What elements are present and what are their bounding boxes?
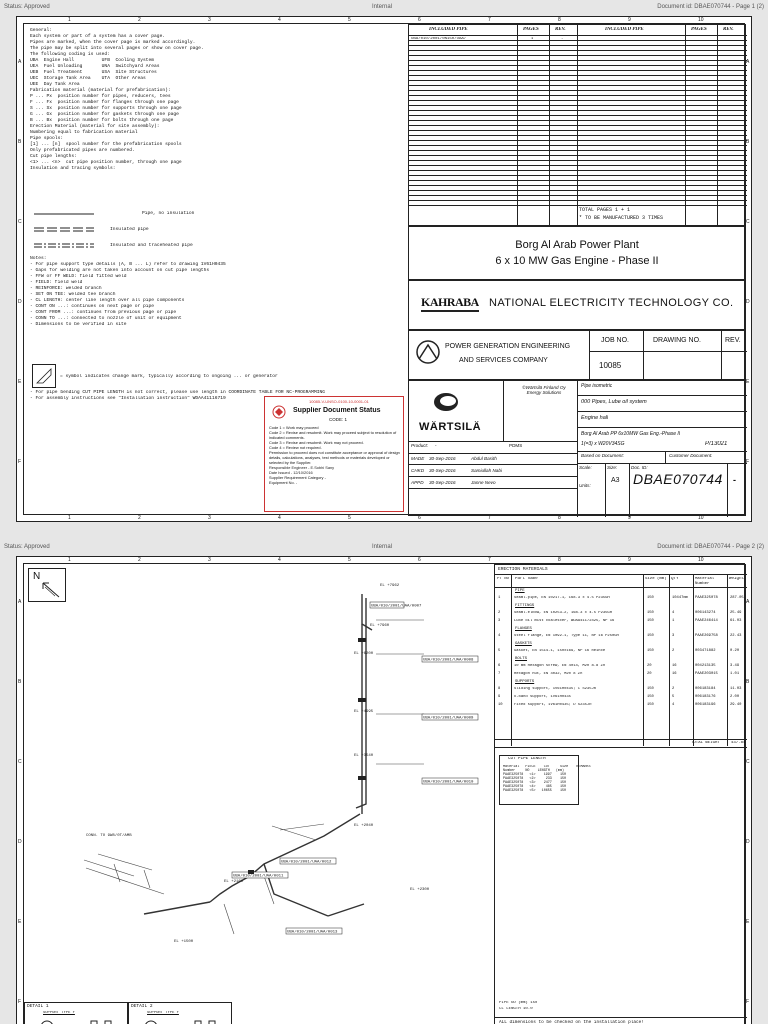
classification-label: Internal <box>372 4 393 10</box>
dimension-lines <box>84 620 424 934</box>
stamp-line: Code 3 = Revise and resubmit. Work may not proceed. <box>269 440 364 445</box>
material-size: 20 <box>647 664 652 668</box>
material-weight: 29.40 <box>730 703 742 707</box>
note-line: Each system or part of a system has a cover page. <box>30 34 166 39</box>
note-line: <1> ... <n> cut pipe position number, through one page <box>30 160 182 165</box>
drawing-frame <box>23 23 745 515</box>
material-matno: PAAE325078 <box>695 596 718 600</box>
project-short: Borg Al Arab PP 6x10MW Gas Eng.-Phase II <box>581 431 681 437</box>
material-pt: 3 <box>498 619 501 623</box>
approval-name: Samiullah Nabi <box>471 468 502 473</box>
table-rule <box>409 40 747 41</box>
note-line: - FFW or FF WELD: field fitted weld <box>30 274 127 279</box>
table-rule <box>409 180 747 181</box>
table-rule <box>409 85 747 86</box>
doc-id: DBAE070744 <box>633 471 723 487</box>
note-line: - For pipe support type details (A, B ... L) refer to drawing 1V61H0435 <box>30 262 226 267</box>
material-pt: 8 <box>498 687 501 691</box>
total-weight-label: TOTAL WEIGHT <box>691 741 720 745</box>
stamp-line: Code 4 = Review not required. <box>269 445 322 450</box>
legend-line-symbols <box>30 208 100 252</box>
material-matno: PAAE246414 <box>695 619 718 623</box>
col-weight: Weight <box>729 577 745 581</box>
table-rule <box>409 145 747 146</box>
material-size: 150 <box>647 619 654 623</box>
material-size: 150 <box>647 596 654 600</box>
document-ref: Document id: DBAE070744 - Page 2 (2) <box>657 544 764 550</box>
table-rule <box>409 130 747 131</box>
elevation-label: EL +7960 <box>370 624 390 628</box>
contractor-logo-icon <box>413 337 443 367</box>
stamp-line: Date Issued - 12/10/2016 <box>269 470 313 475</box>
table-rule <box>409 95 747 96</box>
note-line: UEB Fuel Treatment USA Site Structures <box>30 70 157 75</box>
material-matno: 006183196 <box>695 703 716 707</box>
project-title: Borg Al Arab Power Plant <box>515 239 639 251</box>
col-part-name: Part name <box>515 577 538 581</box>
table-rule <box>409 170 747 171</box>
material-matno: PAAE203015 <box>695 672 718 676</box>
detail-1-support: SUPPORT TYPE F <box>43 1011 75 1015</box>
total-pages: TOTAL PAGES 1 + 1 <box>579 207 631 213</box>
note-line: - Dimensions to be verified in site <box>30 322 127 327</box>
notes-list <box>30 256 400 328</box>
pipe-run <box>144 594 372 916</box>
elevation-label: EL +2040 <box>354 824 374 828</box>
table-rule <box>409 175 747 176</box>
material-qty: 2 <box>672 649 675 653</box>
note-line: - Gaps for welding are not taken into account on cut pipe lengths <box>30 268 210 273</box>
note-line: B ... Bx position number for bolts through one page <box>30 118 174 123</box>
material-qty: 5 <box>672 695 675 699</box>
table-rule <box>409 65 747 66</box>
note-line: UBA Engine Hall UFB Cooling System <box>30 58 155 63</box>
stamp-line: Supplier Requirement Category - <box>269 475 326 480</box>
row-ruler-right: A B C D E F <box>746 59 750 465</box>
scale-label: Scale: <box>579 465 592 470</box>
detail-2-figure <box>129 1015 229 1024</box>
stamp-line: Responsible Engineer - E.Sobhi Sany <box>269 465 335 470</box>
cut-row: PAAE325078 <2> 233 150 <box>503 777 567 781</box>
note-line: Erection Material (material for site assembly): <box>30 124 160 129</box>
included-pipe-table <box>408 24 746 226</box>
table-rule <box>409 90 747 91</box>
legend-no-insulation: Pipe, no insulation <box>142 211 195 216</box>
col-qty: QTY <box>671 577 679 581</box>
material-pt: 6 <box>498 664 501 668</box>
table-rule <box>409 105 747 106</box>
col-pt-no: PT NO <box>497 577 510 581</box>
pipe-tag: UBA/010/2001/UAA/0012 <box>281 860 332 865</box>
included-rev-value: - <box>561 37 564 41</box>
material-desc: Sliding support, 1V61H0435; C S235JR <box>514 687 597 691</box>
material-desc: 10 mm Hexagon screw, EN 4014, M20 8.8 Zn <box>514 664 606 668</box>
elevation-label: EL +4995 <box>354 710 374 714</box>
stamp-ref: 10085-V-UNSO-0100-10-0001-01 <box>309 399 369 404</box>
product-label: Product: <box>411 443 429 448</box>
material-size: 150 <box>647 695 654 699</box>
material-weight: 3.49 <box>730 664 740 668</box>
support-markers <box>248 638 366 874</box>
change-mark-symbol <box>32 364 56 388</box>
col-included-pipe-2: INCLUDED PIPE <box>605 27 644 32</box>
drawing-frame <box>23 563 745 1024</box>
cut-row: PAAE325078 <1> 1997 150 <box>503 773 567 777</box>
note-line: Notes: <box>30 256 47 261</box>
pipe-tag: UBA/010/2001/UAA/0009 <box>423 716 474 721</box>
material-qty: 10447mm <box>672 596 688 600</box>
table-rule <box>409 125 747 126</box>
cut-pipe-header: Material PIECE CUT Size REMARKS Number NO LENGTH (mm) <box>503 765 591 773</box>
included-pipe-value: UBA/010/2001/0N150/UAA/ <box>411 37 467 41</box>
system-name: 000 Pipes, Lube oil system <box>581 399 647 405</box>
material-size: 20 <box>647 672 652 676</box>
note-line: Pipes are marked, when the cover page is marked accordingly. <box>30 40 196 45</box>
note-line: UEE Day Tank Area <box>30 82 80 87</box>
note-line: P ... Px position number for pipes, reducers, tees <box>30 94 171 99</box>
stamp-line: Equipment No. - <box>269 480 298 485</box>
table-rule <box>409 70 747 71</box>
approval-date: 30-Sep-2016 <box>429 468 456 473</box>
table-rule <box>409 60 747 61</box>
table-rule <box>409 100 747 101</box>
stamp-line: Permission to proceed does not constitute acceptance or approval of design details, calculations, analyses, test methods or materials developed or selected by the Supplier. <box>269 450 400 465</box>
drawing-type: Pipe isometric <box>581 383 613 389</box>
material-size: 150 <box>647 649 654 653</box>
table-rule <box>409 165 747 166</box>
erection-materials-panel <box>494 564 746 1024</box>
note-line: Only prefabricated pipes are numbered. <box>30 148 135 153</box>
table-rule <box>409 35 747 36</box>
note-line: UEA Fuel Unloading UNA Switchyard Areas <box>30 64 160 69</box>
units-label: Units: <box>579 483 591 488</box>
approval-role: CHKD <box>411 468 425 473</box>
column-ruler-top: 1 2 3 4 5 6 7 8 9 10 <box>68 557 704 563</box>
detail-2-support: SUPPORT TYPE F <box>147 1011 179 1015</box>
material-pt: 5 <box>498 649 501 653</box>
isometric-drawing <box>24 564 494 1024</box>
document-ref: Document id: DBAE070744 - Page 1 (2) <box>657 4 764 10</box>
material-desc: Seaml.elbow, EN 10253-2, 168.3 x 4.5 P235GH <box>514 611 612 615</box>
col-rev-2: REV. <box>723 27 734 32</box>
approval-date: 30-Sep-2016 <box>429 456 456 461</box>
check-note: ALL dimensions to be checked on the installation place! <box>499 1020 644 1024</box>
detail-1-label: DETAIL 1 <box>27 1004 49 1009</box>
material-matno: PAAE269758 <box>695 634 718 638</box>
material-weight: 25.49 <box>730 611 742 615</box>
insulation-legend <box>30 208 400 252</box>
cut-row: PAAE325078 <3> 2477 150 <box>503 781 567 785</box>
col-pages: PAGES <box>523 27 539 32</box>
rev-label: REV. <box>725 337 741 344</box>
project-number: P/13021 <box>705 441 728 447</box>
note-line: UEC Storage Tank Area UTA Other Areas <box>30 76 146 81</box>
drawing-no-label: DRAWING NO. <box>653 337 701 344</box>
cut-row: PAAE325078 <5> 10655 150 <box>503 789 567 793</box>
column-ruler-top: 1 2 3 4 5 6 7 8 9 10 <box>68 17 704 23</box>
material-desc: Gasket, EN 1514-1, 150x169, NP 16 Reince <box>514 649 606 653</box>
elevation-label: EL +2300 <box>410 888 430 892</box>
copyright-note: ©Wärtsilä Finland Oy Energy Solutions <box>522 385 566 395</box>
table-rule <box>409 115 747 116</box>
page1-status-bar <box>0 0 768 16</box>
table-rule <box>409 80 747 81</box>
stamp-codes <box>269 425 401 485</box>
erection-materials-title: ERECTION MATERIALS <box>498 567 548 572</box>
material-qty: 1 <box>672 619 675 623</box>
client-name: NATIONAL ELECTRICITY TECHNOLOGY CO. <box>489 297 734 309</box>
material-qty: 3 <box>672 634 675 638</box>
approval-row <box>409 453 577 465</box>
note-line: - FIELD: field weld <box>30 280 83 285</box>
drawing-sheet-page-1 <box>16 16 752 522</box>
note-line: Pipe spools: <box>30 136 64 141</box>
table-rule <box>409 155 747 156</box>
material-desc: Steel flange, EN 1092-1, Type 11, NP 16 P250GH <box>514 634 619 638</box>
area-name: Engine hall <box>581 415 609 421</box>
doc-id-label: Doc. ID: <box>631 465 648 470</box>
table-rule <box>409 200 747 201</box>
note-line: The pipe may be split into several pages or show on cover page. <box>30 46 204 51</box>
material-pt: 2 <box>498 611 501 615</box>
table-rule <box>409 150 747 151</box>
note-line: - CONN TO ...: connected to nozzle of unit or equipment <box>30 316 182 321</box>
job-no-label: JOB NO. <box>601 337 630 344</box>
stamp-title: Supplier Document Status <box>293 407 381 414</box>
connection-note: CONN. TO 9W8/0T/AMB <box>86 834 132 838</box>
note-line: General: <box>30 28 53 33</box>
material-weight: 61.03 <box>730 619 742 623</box>
material-size: 150 <box>647 611 654 615</box>
approval-date: 30-Sep-2016 <box>429 480 456 485</box>
footer-note-1: - For pipe bending CUT PIPE LENGTH is not correct, please use length in COORDINATE TABLE FOR NC-PROGRAMMING <box>30 390 325 395</box>
pipe-tag: UBA/010/2001/UAA/0010 <box>423 780 474 785</box>
table-rule <box>409 55 747 56</box>
column-ruler-bottom: 1 2 3 4 5 6 7 8 9 10 <box>68 515 704 521</box>
note-line: Fabrication material (material for prefabrication): <box>30 88 171 93</box>
doc-rev: - <box>733 475 736 485</box>
material-weight: 11.03 <box>730 687 742 691</box>
material-size: 150 <box>647 687 654 691</box>
table-rule <box>409 45 747 46</box>
material-group: BOLTS <box>515 657 528 661</box>
material-desc: U-band support, 1V61H0435 <box>514 695 571 699</box>
customer-document-label: Customer Document: <box>669 453 713 458</box>
note-line: [1] ... [n] spool number for the prefabrication spools <box>30 142 182 147</box>
project-subtitle: 6 x 10 MW Gas Engine - Phase II <box>495 255 659 267</box>
client-block <box>408 280 746 330</box>
footer-note-2: - For assembly instructions see "Installation instruction" WDAA41116719 <box>30 396 226 401</box>
approval-rows <box>409 453 577 517</box>
note-line: S ... Sx position number for supports through one page <box>30 106 182 111</box>
status-label: Status: Approved <box>4 544 50 550</box>
table-rule <box>409 195 747 196</box>
detail-1 <box>24 1002 128 1024</box>
material-matno: 006183176 <box>695 695 716 699</box>
elevation-label: EL +7962 <box>380 584 400 588</box>
material-matno: 006183184 <box>695 687 716 691</box>
row-ruler-left: A B C D E F <box>18 599 22 1005</box>
col-included-pipe: INCLUDED PIPE <box>429 27 468 32</box>
material-desc: Fixed support, 1V61H0435; D S235JR <box>514 703 592 707</box>
table-rule <box>409 110 747 111</box>
change-mark-note: = symbol indicates change mark, typically according to ongoing ... or generator <box>60 374 278 379</box>
size-label: Size: <box>607 465 618 470</box>
table-rule <box>409 160 747 161</box>
note-line: The following coding is used: <box>30 52 110 57</box>
cut-pipe-rows <box>503 773 566 793</box>
table-rule <box>409 185 747 186</box>
note-line: Numbering equal to fabrication material <box>30 130 138 135</box>
engine-config: 1(=3) x W20V34SG <box>581 441 625 447</box>
approval-role: APPD <box>411 480 424 485</box>
material-group: FITTINGS <box>515 604 535 608</box>
material-qty: 4 <box>672 611 675 615</box>
materials-rows <box>495 589 747 739</box>
note-line: - CL LENGTH: center line length over all pipe components <box>30 298 185 303</box>
contractor-line-2: AND SERVICES COMPANY <box>459 357 548 364</box>
note-line: F ... Fx position number for flanges through one page <box>30 100 179 105</box>
supplier-document-stamp <box>264 396 404 512</box>
approval-role: MADE <box>411 456 425 461</box>
stamp-line: Code 1 = Work may proceed <box>269 425 319 430</box>
material-desc: Seaml.pipe, EN 10217-1, 168.3 x 4.5 P235GH <box>514 596 610 600</box>
material-pt: 10 <box>498 703 503 707</box>
material-group: SUPPORTS <box>515 680 535 684</box>
note-line: - CONT FROM ...: continues from previous page or pipe <box>30 310 177 315</box>
drawing-sheet-page-2 <box>16 556 752 1024</box>
client-logo: KAHRABA <box>421 295 479 312</box>
table-rule <box>409 190 747 191</box>
wartsila-title-block <box>408 380 746 516</box>
material-qty: 4 <box>672 703 675 707</box>
table-rule <box>409 75 747 76</box>
material-weight: 0.20 <box>730 649 740 653</box>
detail-2-label: DETAIL 2 <box>131 1004 153 1009</box>
approval-name: Janne Nevo <box>471 480 496 485</box>
pipe-tag: UBA/010/2001/UAA/0011 <box>233 874 284 879</box>
based-on-label: Based on Document: <box>581 453 624 458</box>
material-group: PIPE <box>515 589 525 593</box>
note-line: G ... Gx position number for gaskets through one page <box>30 112 179 117</box>
material-pt: 4 <box>498 634 501 638</box>
material-pt: 1 <box>498 596 501 600</box>
approval-row <box>409 465 577 477</box>
wartsila-name: WÄRTSILÄ <box>419 421 482 433</box>
pipe-tag: UBA/010/2001/UAA/0008 <box>423 658 474 663</box>
table-rule <box>409 50 747 51</box>
pipe-tag: UBA/010/2001/UAA/0013 <box>287 930 338 935</box>
material-pt: 7 <box>498 672 501 676</box>
row-ruler-left: A B C D E F <box>18 59 22 465</box>
table-rule <box>409 140 747 141</box>
material-desc: Hexagon nut, EN 4032, M20 8 Zn <box>514 672 583 676</box>
stamp-logo-icon <box>271 405 287 419</box>
table-rule <box>409 135 747 136</box>
table-rule <box>409 120 747 121</box>
wartsila-logo-icon <box>431 389 461 415</box>
material-weight: 22.43 <box>730 634 742 638</box>
detail-2 <box>128 1002 232 1024</box>
material-matno: 006143274 <box>695 611 716 615</box>
material-matno: 003471882 <box>695 649 716 653</box>
manufacture-note: * TO BE MANUFACTURED 3 TIMES <box>579 215 664 221</box>
elevation-label: EL +2160 <box>224 880 244 884</box>
material-qty: 16 <box>672 672 677 676</box>
included-pages-value: 1 <box>531 37 534 41</box>
material-weight: 1.01 <box>730 672 740 676</box>
general-notes <box>30 28 400 172</box>
pipe-tag: UBA/010/2001/UAA/0007 <box>371 604 422 609</box>
contractor-line-1: POWER GENERATION ENGINEERING <box>445 343 571 350</box>
material-size: 150 <box>647 703 654 707</box>
col-material-number: Material Number <box>695 577 715 586</box>
note-line: - CONT ON ...: continues on next page or pipe <box>30 304 155 309</box>
project-title-block <box>408 226 746 280</box>
material-qty: 2 <box>672 687 675 691</box>
note-line: - REINFORCE: welded branch <box>30 286 102 291</box>
material-size: 150 <box>647 634 654 638</box>
col-size: Size (mm) <box>645 577 667 581</box>
material-qty: 16 <box>672 664 677 668</box>
approval-name: Abdul Basith <box>471 456 497 461</box>
size-value: A3 <box>611 477 620 484</box>
row-ruler-right: A B C D E F <box>746 599 750 1005</box>
legend-insulated: Insulated pipe <box>110 227 149 232</box>
material-weight: 2.00 <box>730 695 740 699</box>
material-group: FLANGES <box>515 627 532 631</box>
total-weight-value: 437.84 <box>731 741 746 745</box>
elevation-label: EL +3540 <box>354 754 374 758</box>
approval-row <box>409 477 577 489</box>
stamp-code: CODE: 1 <box>329 417 348 422</box>
status-label: Status: Approved <box>4 4 50 10</box>
material-pt: 9 <box>498 695 501 699</box>
contractor-block <box>408 330 746 380</box>
elevation-label: EL +6200 <box>354 652 374 656</box>
pdms-label: PDMS <box>509 443 523 448</box>
material-desc: Lube oil mist coalescer, WDAA41172425, NP 16 <box>514 619 615 623</box>
table-grid <box>409 35 747 205</box>
detail-1-figure <box>25 1015 125 1024</box>
cut-row: PAAE325078 <4> 485 150 <box>503 785 567 789</box>
col-pages-2: PAGES <box>691 27 707 32</box>
page2-status-bar <box>0 540 768 556</box>
elevation-label: EL +1500 <box>174 940 194 944</box>
classification-label: Internal <box>372 544 393 550</box>
note-line: - SET ON TEE: welded tee branch <box>30 292 116 297</box>
job-no-value: 10085 <box>599 361 622 370</box>
note-line: Cut pipe lengths: <box>30 154 77 159</box>
material-weight: 287.05 <box>730 596 744 600</box>
product-value: - <box>435 443 437 448</box>
cl-length: CL LENGTH 10.0 <box>499 1007 533 1011</box>
note-line: Insulation and tracing symbols: <box>30 166 116 171</box>
north-label: N <box>33 571 41 582</box>
material-matno: 004213135 <box>695 664 716 668</box>
stamp-line: Code 2 = Revise and resubmit. Work may proceed subject to resolution of indicated comments. <box>269 430 397 440</box>
cut-pipe-title: CUT PIPE LENGTH <box>508 757 546 761</box>
legend-insulated-traced: Insulated and traceheated pipe <box>110 243 193 248</box>
pipe-od: PIPE OD (mm) 150 <box>499 1001 538 1005</box>
col-rev: REV. <box>555 27 566 32</box>
material-group: GASKETS <box>515 642 532 646</box>
